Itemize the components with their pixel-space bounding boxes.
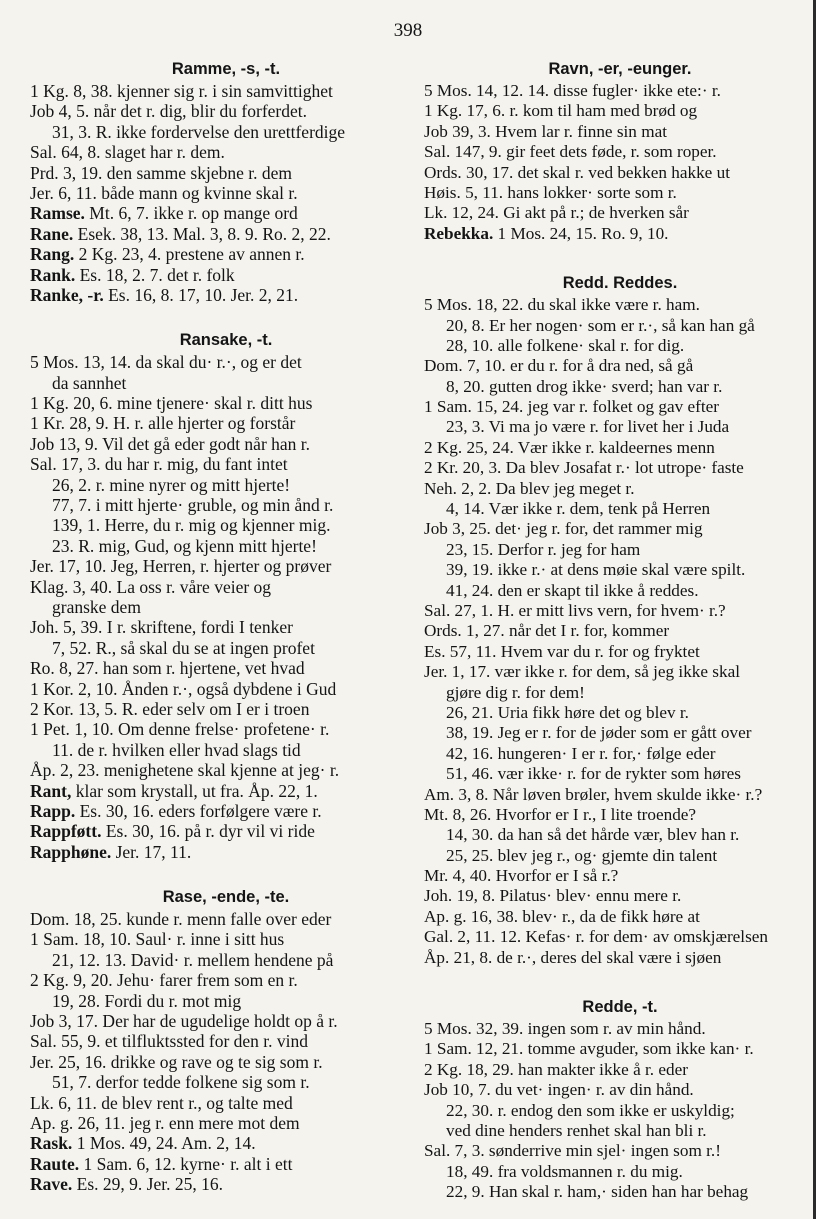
entry-line [30, 413, 422, 433]
entry-text: 38, 19. Jeg er r. for de jøder som er gått over [446, 723, 752, 743]
entry-line [424, 163, 816, 183]
entry-text: 14, 30. da han så det hårde vær, blev han r. [446, 825, 740, 845]
entry-line [424, 1141, 816, 1161]
entry-line [30, 617, 422, 637]
entry-text: Prd. 3, 19. den samme skjebne r. dem [30, 162, 292, 183]
headword: Rang. [30, 244, 75, 265]
entry-line [424, 581, 816, 601]
headword: Rapp. [30, 800, 76, 821]
entry-text: Ords. 1, 27. når det I r. for, kommer [424, 621, 670, 641]
entry-line [424, 458, 816, 478]
entry-text: Es. 18, 2. 7. det r. folk [75, 264, 235, 285]
entry-line [30, 265, 422, 285]
entry-text: 2 Kg. 23, 4. prestene av annen r. [74, 244, 305, 265]
entry-text: 11. de r. hvilken eller hvad slags tid [52, 739, 301, 760]
headword: Rave. [30, 1174, 73, 1195]
entry-text: Lk. 6, 11. de blev rent r., og talte med [30, 1092, 293, 1113]
entry-text: 23. R. mig, Gud, og kjenn mitt hjerte! [52, 535, 317, 556]
entry-line [424, 101, 816, 121]
entry-line [30, 556, 422, 576]
entry-text: Sal. 55, 9. et tilfluktssted for den r. vind [30, 1031, 309, 1052]
entry-line [424, 683, 816, 703]
entry-line [30, 821, 422, 841]
entry-text: 1 Kr. 28, 9. H. r. alle hjerter og forstår [30, 413, 296, 434]
entry-line [424, 81, 816, 101]
page-number: 398 [393, 20, 423, 41]
entry-line [424, 336, 816, 356]
entry-text: Jer. 6, 11. både mann og kvinne skal r. [30, 182, 298, 203]
entry-line [30, 352, 422, 372]
entry-line [30, 101, 422, 121]
entry-text: Sal. 147, 9. gir feet dets føde, r. som roper. [424, 142, 717, 162]
right-column [424, 58, 816, 1203]
entry-line [424, 785, 816, 805]
entry-text: 20, 8. Er her nogen· som er r.·, så kan han gå [446, 315, 755, 335]
entry-text: Jer. 17, 11. [111, 841, 192, 862]
entry-line [424, 316, 816, 336]
entry-text: Job 13, 9. Vil det gå eder godt når han r. [30, 433, 311, 454]
entry-line [30, 434, 422, 454]
entry-line [30, 373, 422, 393]
entry-line [30, 163, 422, 183]
entry-text: 5 Mos. 32, 39. ingen som r. av min hånd. [424, 1019, 706, 1039]
entry-text: 22, 9. Han skal r. ham,· siden han har behag [446, 1182, 749, 1202]
section-heading: Ravn, -er, -eunger. [548, 60, 692, 78]
entry-text: Ap. g. 26, 11. jeg r. enn mere mot dem [30, 1112, 300, 1133]
entry-text: 23, 3. Vi ma jo være r. for livet her i Juda [446, 417, 730, 437]
entry-text: Esek. 38, 13. Mal. 3, 8. 9. Ro. 2, 22. [73, 223, 331, 244]
entry-line [424, 805, 816, 825]
headword: Raute. [30, 1153, 80, 1174]
entry-line [30, 1093, 422, 1113]
entry-line [30, 285, 422, 305]
entry-text: Jer. 17, 10. Jeg, Herren, r. hjerter og prøver [30, 556, 332, 577]
entry-text: 1 Sam. 15, 24. jeg var r. folket og gav efter [424, 397, 719, 417]
entry-text: 51, 7. derfor tedde folkene sig som r. [52, 1072, 310, 1093]
entry-text: 5 Mos. 18, 22. du skal ikke være r. ham. [424, 295, 700, 315]
entry-line [30, 842, 422, 862]
entry-line [424, 703, 816, 723]
entry-line [424, 907, 816, 927]
entry-line [424, 1182, 816, 1202]
entry-text: Job 4, 5. når det r. dig, blir du forferdet. [30, 101, 308, 122]
left-column [30, 58, 422, 1195]
entry-text: 1 Mos. 24, 15. Ro. 9, 10. [493, 223, 669, 243]
entry-text: 1 Kg. 20, 6. mine tjenere· skal r. ditt hus [30, 393, 313, 414]
entry-line [30, 1113, 422, 1133]
entry-text: 1 Kor. 2, 10. Ånden r.·, også dybdene i Gud [30, 678, 337, 699]
entry-text: 77, 7. i mitt hjerte· gruble, og min ånd r. [52, 495, 334, 516]
entry-line [30, 638, 422, 658]
entry-line [424, 866, 816, 886]
entry-line [30, 719, 422, 739]
entry-text: 2 Kor. 13, 5. R. eder selv om I er i troen [30, 698, 310, 719]
entry-text: Sal. 17, 3. du har r. mig, du fant intet [30, 454, 288, 475]
entry-text: Gal. 2, 11. 12. Kefas· r. for dem· av omskjærelsen [424, 927, 768, 947]
entry-text: da sannhet [52, 372, 127, 393]
section-heading: Ransake, -t. [179, 331, 273, 350]
entry-text: 41, 24. den er skapt til ikke å reddes. [446, 580, 699, 600]
entry-text: 42, 16. hungeren· I er r. for,· følge eder [446, 743, 716, 763]
entry-line [30, 658, 422, 678]
entry-text: Sal. 7, 3. sønderrive min sjel· ingen som r.! [424, 1141, 721, 1161]
entry-line [424, 417, 816, 437]
entry-line [424, 642, 816, 662]
entry-text: 5 Mos. 14, 12. 14. disse fugler· ikke ete:· r. [424, 81, 721, 100]
entry-line [424, 499, 816, 519]
entry-text: Åp. 2, 23. menighetene skal kjenne at jeg· r. [30, 760, 340, 781]
entry-text: 1 Kg. 8, 38. kjenner sig r. i sin samvittighet [30, 81, 333, 101]
entry-line [424, 744, 816, 764]
entry-line [424, 377, 816, 397]
entry-line [30, 970, 422, 990]
entry-line [30, 393, 422, 413]
entry-text: Jer. 1, 17. vær ikke r. for dem, så jeg ikke skal [424, 662, 740, 682]
entry-text: Dom. 7, 10. er du r. for å dra ned, så gå [424, 356, 694, 376]
entry-text: Am. 3, 8. Når løven brøler, hvem skulde ikke· r.? [424, 784, 763, 804]
entry-line [424, 356, 816, 376]
entry-line [30, 536, 422, 556]
entry-text: 26, 21. Uria fikk høre det og blev r. [446, 702, 689, 722]
entry-line [424, 927, 816, 947]
entry-line [424, 203, 816, 223]
entry-line [424, 1060, 816, 1080]
headword: Ranke, -r. [30, 284, 104, 305]
entry-text: 139, 1. Herre, du r. mig og kjenner mig. [52, 515, 331, 536]
entry-text: 1 Sam. 18, 10. Saul· r. inne i sitt hus [30, 929, 285, 950]
entry-line [424, 621, 816, 641]
entry-text: 1 Pet. 1, 10. Om denne frelse· profetene· r. [30, 719, 330, 740]
headword: Rappføtt. [30, 821, 102, 842]
entry-line [30, 1133, 422, 1153]
entry-line [30, 224, 422, 244]
entry-line [30, 515, 422, 535]
entry-text: Es. 29, 9. Jer. 25, 16. [72, 1174, 223, 1195]
entry-line [30, 122, 422, 142]
headword: Ramse. [30, 203, 85, 224]
entry-text: 7, 52. R., så skal du se at ingen profet [52, 637, 315, 658]
entry-line [424, 1162, 816, 1182]
entry-line [424, 183, 816, 203]
entry-text: 22, 30. r. endog den som ikke er uskyldig; [446, 1100, 735, 1120]
entry-text: 2 Kg. 25, 24. Vær ikke r. kaldeernes menn [424, 437, 715, 457]
entry-line [424, 662, 816, 682]
headword: Rapphøne. [30, 841, 112, 862]
entry-text: Job 39, 3. Hvem lar r. finne sin mat [424, 121, 667, 141]
entry-line [30, 679, 422, 699]
entry-line [30, 909, 422, 929]
entry-text: Klag. 3, 40. La oss r. våre veier og [30, 576, 272, 597]
entry-text: 2 Kg. 18, 29. han makter ikke å r. eder [424, 1059, 688, 1079]
entry-text: 21, 12. 13. David· r. mellem hendene på [52, 949, 334, 970]
entry-line [30, 454, 422, 474]
entry-line [424, 438, 816, 458]
entry-text: Es. 30, 16. eders forfølgere være r. [75, 800, 322, 821]
entry-text: Sal. 64, 8. slaget har r. dem. [30, 142, 225, 163]
entry-line [424, 142, 816, 162]
entry-line [424, 764, 816, 784]
entry-line [424, 1080, 816, 1100]
section-heading: Ramme, -s, -t. [171, 60, 281, 78]
entry-line [424, 825, 816, 845]
entry-line [424, 948, 816, 968]
headword: Rask. [30, 1133, 73, 1154]
section-heading: Redde, -t. [582, 998, 658, 1017]
entry-text: ved dine henders renhet skal han bli r. [446, 1120, 707, 1140]
entry-line [30, 81, 422, 101]
entry-line [30, 1031, 422, 1051]
entry-line [424, 540, 816, 560]
entry-text: 1 Mos. 49, 24. Am. 2, 14. [72, 1133, 256, 1154]
entry-line [30, 495, 422, 515]
entry-line [424, 479, 816, 499]
entry-text: 26, 2. r. mine nyrer og mitt hjerte! [52, 474, 291, 495]
entry-text: 28, 10. alle folkene· skal r. for dig. [446, 335, 685, 355]
entry-text: 5 Mos. 13, 14. da skal du· r.·, og er det [30, 352, 302, 373]
entry-text: Es. 30, 16. på r. dyr vil vi ride [101, 821, 315, 842]
headword: Rebekka. [424, 223, 494, 243]
entry-line [30, 1052, 422, 1072]
entry-line [30, 1072, 422, 1092]
entry-text: 2 Kr. 20, 3. Da blev Josafat r.· lot utrope· faste [424, 458, 744, 478]
entry-text: Mt. 8, 26. Hvorfor er I r., I lite troende? [424, 804, 697, 824]
entry-text: Lk. 12, 24. Gi akt på r.; de hverken sår [424, 203, 689, 223]
entry-text: gjøre dig r. for dem! [446, 682, 585, 702]
section-heading: Redd. Reddes. [562, 274, 678, 293]
entry-text: Job 3, 17. Der har de ugudelige holdt op å r. [30, 1011, 338, 1032]
entry-text: Es. 57, 11. Hvem var du r. for og fryktet [424, 641, 700, 661]
entry-text: Dom. 18, 25. kunde r. menn falle over eder [30, 909, 332, 930]
entry-line [424, 1039, 816, 1059]
entry-line [30, 760, 422, 780]
entry-line [30, 475, 422, 495]
entry-line [30, 142, 422, 162]
entry-text: Joh. 5, 39. I r. skriftene, fordi I tenker [30, 617, 293, 638]
entry-text: Job 10, 7. du vet· ingen· r. av din hånd. [424, 1080, 694, 1100]
entry-line [424, 560, 816, 580]
entry-text: Joh. 19, 8. Pilatus· blev· ennu mere r. [424, 886, 682, 906]
entry-line [30, 781, 422, 801]
entry-text: Ro. 8, 27. han som r. hjertene, vet hvad [30, 658, 305, 679]
entry-text: 1 Sam. 12, 21. tomme avguder, som ikke kan· r. [424, 1039, 754, 1059]
entry-text: granske dem [52, 596, 141, 617]
headword: Rank. [30, 264, 76, 285]
entry-line [30, 991, 422, 1011]
entry-text: Jer. 25, 16. drikke og rave og te sig som r. [30, 1051, 323, 1072]
entry-line [424, 1019, 816, 1039]
entry-line [30, 203, 422, 223]
entry-line [30, 929, 422, 949]
entry-text: 23, 15. Derfor r. jeg for ham [446, 539, 641, 559]
entry-text: 8, 20. gutten drog ikke· sverd; han var r. [446, 376, 723, 396]
section-heading: Rase, -ende, -te. [162, 888, 290, 907]
entry-text: 18, 49. fra voldsmannen r. du mig. [446, 1161, 683, 1181]
entry-line [30, 1011, 422, 1031]
entry-text: 2 Kg. 9, 20. Jehu· farer frem som en r. [30, 970, 298, 991]
entry-text: 4, 14. Vær ikke r. dem, tenk på Herren [446, 499, 711, 519]
entry-line [424, 846, 816, 866]
entry-line [424, 723, 816, 743]
entry-line [424, 224, 816, 244]
entry-line [424, 397, 816, 417]
entry-text: 31, 3. R. ikke fordervelse den urettferdige [52, 121, 346, 142]
entry-text: klar som krystall, ut fra. Åp. 22, 1. [71, 780, 318, 801]
entry-text: Ap. g. 16, 38. blev· r., da de fikk høre at [424, 906, 700, 926]
entry-line [424, 601, 816, 621]
entry-line [424, 122, 816, 142]
entry-line [30, 577, 422, 597]
entry-line [30, 950, 422, 970]
entry-line [424, 886, 816, 906]
entry-text: 1 Sam. 6, 12. kyrne· r. alt i ett [79, 1153, 293, 1174]
entry-text: 25, 25. blev jeg r., og· gjemte din talent [446, 845, 718, 865]
entry-text: Mt. 6, 7. ikke r. op mange ord [84, 203, 298, 224]
entry-text: Ords. 30, 17. det skal r. ved bekken hakke ut [424, 162, 730, 182]
entry-text: Mr. 4, 40. Hvorfor er I så r.? [424, 866, 619, 886]
entry-line [30, 244, 422, 264]
entry-line [30, 597, 422, 617]
entry-line [30, 1154, 422, 1174]
entry-line [424, 1101, 816, 1121]
entry-text: Åp. 21, 8. de r.·, deres del skal være i sjøen [424, 947, 722, 967]
entry-line [424, 519, 816, 539]
entry-text: Sal. 27, 1. H. er mitt livs vern, for hvem· r.? [424, 600, 726, 620]
entry-line [424, 295, 816, 315]
entry-text: Job 3, 25. det· jeg r. for, det rammer mig [424, 519, 703, 539]
headword: Rant, [30, 780, 72, 801]
entry-text: 39, 19. ikke r.· at dens møie skal være spilt. [446, 560, 746, 580]
entry-text: Es. 16, 8. 17, 10. Jer. 2, 21. [103, 284, 299, 305]
entry-line [30, 1174, 422, 1194]
entry-line [30, 183, 422, 203]
headword: Rane. [30, 223, 74, 244]
entry-line [424, 1121, 816, 1141]
entry-text: 1 Kg. 17, 6. r. kom til ham med brød og [424, 101, 698, 121]
entry-line [30, 740, 422, 760]
entry-line [30, 801, 422, 821]
entry-text: 19, 28. Fordi du r. mot mig [52, 990, 242, 1011]
entry-text: Høis. 5, 11. hans lokker· sorte som r. [424, 182, 677, 202]
entry-line [30, 699, 422, 719]
entry-text: 51, 46. vær ikke· r. for de rykter som høres [446, 764, 741, 784]
entry-text: Neh. 2, 2. Da blev jeg meget r. [424, 478, 635, 498]
